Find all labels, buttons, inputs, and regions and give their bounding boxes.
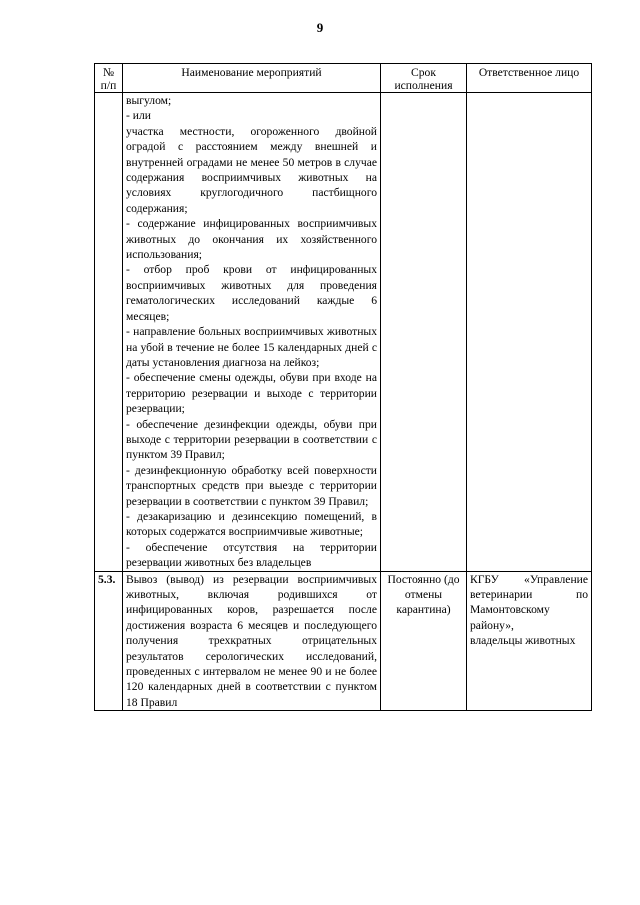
cell-num: 5.3. (95, 571, 123, 711)
cell-responsible-empty (467, 93, 592, 572)
measure-line: - обеспечение отсутствия на территории резервации животных без владельцев (126, 540, 377, 570)
header-name: Наименование мероприятий (123, 64, 381, 93)
cell-term-empty (381, 93, 467, 572)
measure-line: - направление больных восприимчивых животных на убой в течение не более 15 календарных дней с даты установления диагноза на лейкоз; (126, 325, 377, 369)
cell-term: Постоянно (до отмены карантина) (381, 571, 467, 711)
header-num: № п/п (95, 64, 123, 93)
measure-line: - содержание инфицированных восприимчивых животных до окончания их хозяйственного использования; (126, 217, 377, 262)
cell-name (123, 571, 381, 711)
measure-text: Вывоз (вывод) из резервации восприимчивых животных, включая родившихся от инфицированных коров, разрешается после достижения возраста 6 месяцев и последующего получения трехкратных отрицательных результатов серологических исследований, проведенных с интервалом не менее 90 и не более 120 календарных дней в соответствии с пунктом 18 Правил (126, 572, 377, 709)
measure-line: - дезакаризацию и дезинсекцию помещений, в которых содержатся восприимчивые животные; (126, 509, 377, 539)
measure-line: выгулом; (126, 94, 172, 107)
measure-line: - отбор проб крови от инфицированных восприимчивых животных для проведения гематологических исследований каждые 6 месяцев; (126, 263, 377, 323)
measure-line: - дезинфекционную обработку всей поверхности транспортных средств при выезде с территории резервации в соответствии с пунктом 39 Правил; (126, 463, 377, 508)
measure-line: участка местности, огороженного двойной оградой с расстоянием между внешней и внутренней оградами не менее 50 метров в случае содержания восприимчивых животных на условиях круглогодичного пастбищного содержания; (126, 124, 377, 215)
responsible-org: КГБУ «Управление ветеринарии по Мамонтовскому району», (470, 572, 588, 632)
measure-line: - обеспечение смены одежды, обуви при входе на территорию резервации и выходе с территории резервации; (126, 371, 377, 416)
responsible-owners: владельцы животных (470, 634, 576, 648)
measure-line: - обеспечение дезинфекции одежды, обуви при выходе с территории резервации в соответствии с пунктом 39 Правил; (126, 417, 377, 462)
measures-table (94, 63, 592, 711)
cell-responsible (467, 571, 592, 711)
measure-line: - или (126, 109, 151, 123)
table-header-row (95, 64, 592, 93)
cell-name-continued (123, 93, 381, 572)
table-row-continued (95, 93, 592, 572)
cell-num-empty (95, 93, 123, 572)
header-term: Срок исполнения (381, 64, 467, 93)
page-number: 9 (316, 20, 324, 35)
table-row-5-3 (95, 571, 592, 711)
header-responsible: Ответственное лицо (467, 64, 592, 93)
